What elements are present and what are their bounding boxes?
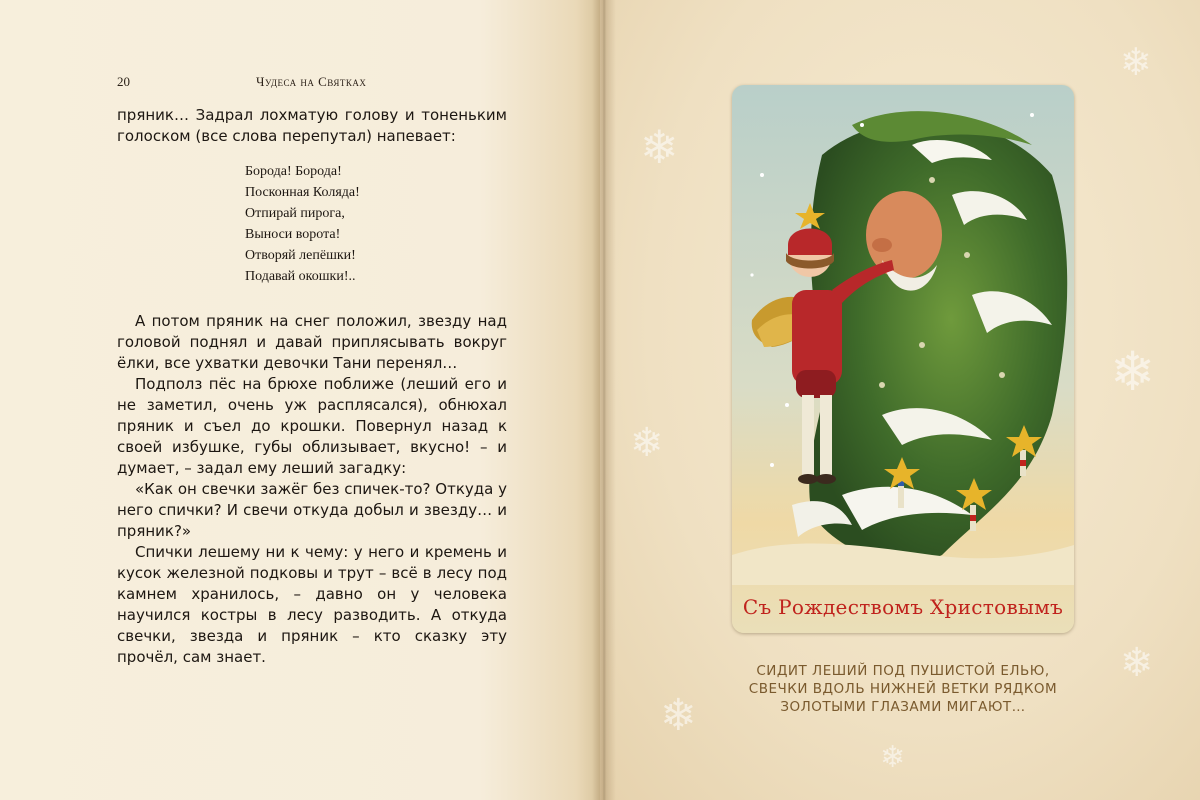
snowflake-icon: ❄ [880, 740, 906, 775]
verse-line: Отворяй лепёшки! [245, 248, 356, 263]
verse-line: Выноси ворота! [245, 227, 341, 242]
paragraph: «Как он свечки зажёг без спичек-то? Откуда у него спички? И свечи откуда добыл и звезду… и пряник?» [117, 480, 507, 540]
gutter-shadow [592, 0, 616, 800]
verse-line: Борода! Борода! [245, 164, 342, 179]
snowflake-icon: ❄ [1120, 640, 1154, 686]
verse-line: Подавай окошки!.. [245, 269, 356, 284]
verse-line: Отпирай пирога, [245, 206, 345, 221]
paragraph: Спички лешему ни к чему: у него и кремень и кусок железной подковы и трут – всё в лесу под камнем хранилось, – давно он у человека научился костры в лесу разводить. А откуда свечки, звезда и пряник – кто сказку эту прочёл, сам знает. [117, 543, 507, 666]
running-title: Чудеса на Святках [256, 74, 367, 89]
paragraph: А потом пряник на снег положил, звезду над головой поднял и давай приплясывать вокруг ёлки, все ухватки девочки Тани перенял… [117, 312, 507, 372]
paragraph: пряник… Задрал лохматую голову и тоненьким голоском (все слова перепутал) напевает: [117, 106, 507, 145]
page-number: 20 [117, 74, 130, 89]
paragraph: Подполз пёс на брюхе поближе (леший его и не заметил, очень уж расплясался), обнюхал пряник и съел до крошки. Повернул назад к своей избушке, губы облизывает, вкусно! – и думает, – задал ему леший загадку: [117, 375, 507, 477]
illustration-caption [720, 662, 1086, 716]
snowflake-icon: ❄ [1110, 340, 1156, 403]
christmas-postcard [732, 85, 1074, 633]
caption-line: ЗОЛОТЫМИ ГЛАЗАМИ МИГАЮТ… [780, 699, 1026, 715]
caption-line: СИДИТ ЛЕШИЙ ПОД ПУШИСТОЙ ЕЛЬЮ, [756, 663, 1050, 679]
snowflake-icon: ❄ [630, 420, 664, 466]
snowflake-icon: ❄ [640, 120, 679, 174]
verse [245, 161, 507, 287]
body-text [117, 105, 507, 668]
snowflake-icon: ❄ [1120, 40, 1152, 84]
postcard-greeting: Съ Рождествомъ Христовымъ [742, 595, 1064, 619]
snowflake-icon: ❄ [660, 690, 697, 741]
postcard-illustration [732, 85, 1074, 633]
caption-line: СВЕЧКИ ВДОЛЬ НИЖНЕЙ ВЕТКИ РЯДКОМ [748, 681, 1058, 697]
verse-line: Посконная Коляда! [245, 185, 360, 200]
